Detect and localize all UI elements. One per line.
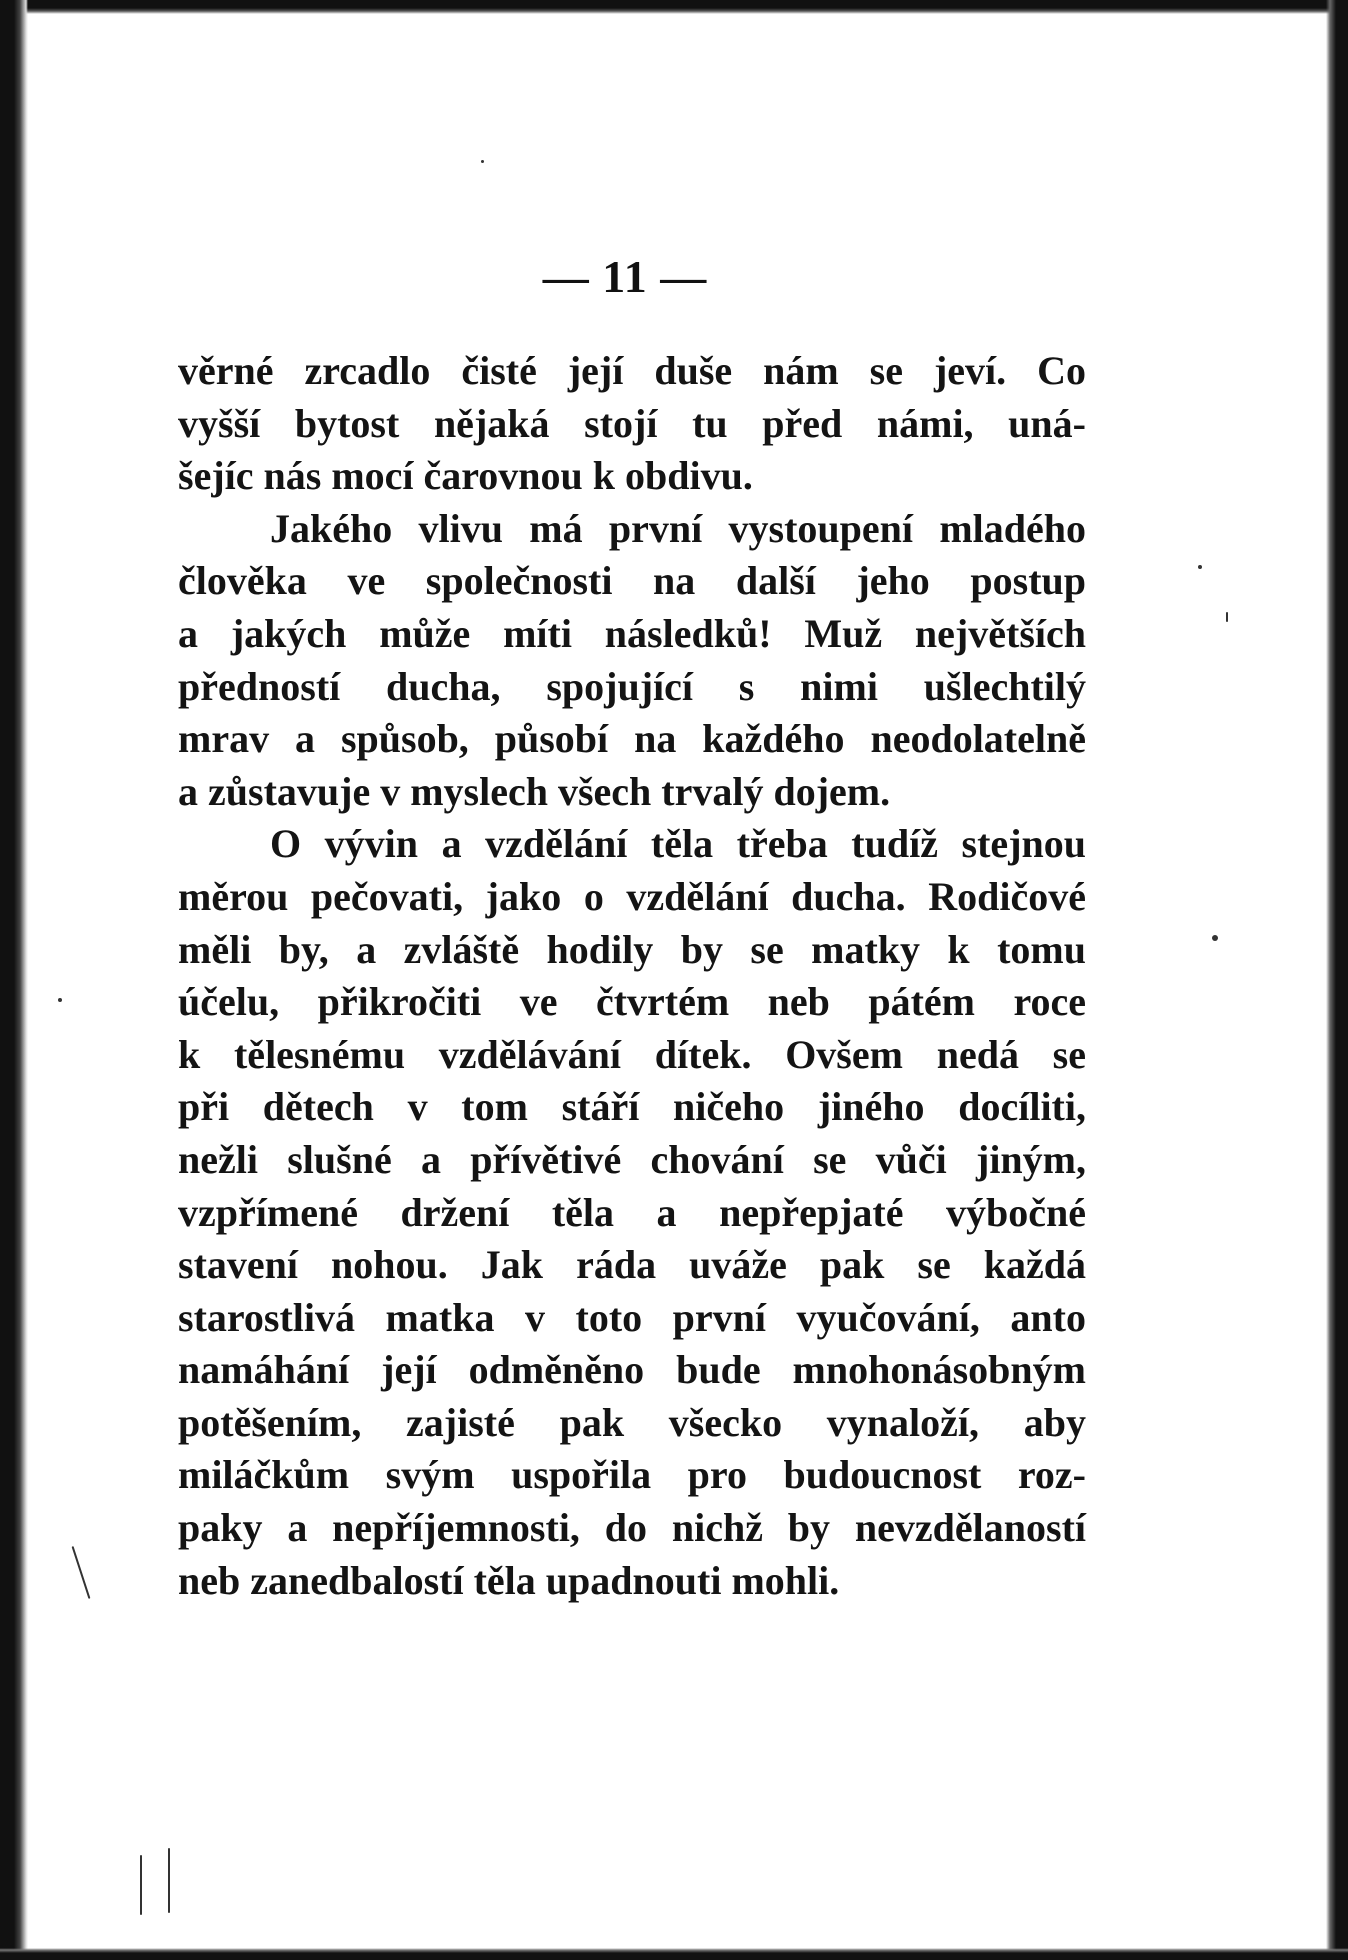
text-line: měrou pečovati, jako o vzdělání ducha. Rodičové xyxy=(178,873,1086,919)
text-line: a jakých může míti následků! Muž největších xyxy=(178,610,1086,656)
scan-edge-right xyxy=(1326,0,1348,1960)
text-line: a zůstavuje v myslech všech trvalý dojem. xyxy=(178,768,891,814)
text-line: šejíc nás mocí čarovnou k obdivu. xyxy=(178,453,753,499)
scan-edge-left xyxy=(0,0,28,1960)
text-line: namáhání její odměněno bude mnohonásobným xyxy=(178,1347,1086,1393)
body-text xyxy=(178,345,1086,1607)
text-line: paky a nepříjemnosti, do nichž by nevzdělaností xyxy=(178,1505,1086,1551)
text-line: nežli slušné a přívětivé chování se vůči jiným, xyxy=(178,1136,1086,1182)
scan-speck xyxy=(140,1855,142,1915)
text-line: měli by, a zvláště hodily by se matky k tomu xyxy=(178,926,1086,972)
scan-speck xyxy=(1198,565,1202,569)
text-line: člověka ve společnosti na další jeho postup xyxy=(178,558,1086,604)
text-line: k tělesnému vzdělávání dítek. Ovšem nedá se xyxy=(178,1031,1086,1077)
scan-speck xyxy=(58,998,62,1002)
text-line: předností ducha, spojující s nimi ušlechtilý xyxy=(178,663,1086,709)
scan-speck xyxy=(72,1546,91,1599)
text-line: účelu, přikročiti ve čtvrtém neb pátém roce xyxy=(178,979,1086,1025)
text-line: O vývin a vzdělání těla třeba tudíž stejnou xyxy=(270,821,1086,867)
text-line: neb zanedbalostí těla upadnouti mohli. xyxy=(178,1557,840,1603)
scan-edge-bottom xyxy=(0,1948,1348,1960)
scan-edge-top xyxy=(0,0,1348,14)
page-number: — 11 — xyxy=(542,251,708,302)
scan-speck xyxy=(1226,612,1228,622)
scan-speck xyxy=(168,1848,170,1913)
text-line: při dětech v tom stáří ničeho jiného docíliti, xyxy=(178,1084,1086,1130)
text-line: věrné zrcadlo čisté její duše nám se jeví. Co xyxy=(178,348,1086,393)
scan-speck xyxy=(1212,935,1218,941)
text-line: miláčkům svým uspořila pro budoucnost roz- xyxy=(178,1452,1086,1498)
text-line: vyšší bytost nějaká stojí tu před námi, uná- xyxy=(178,400,1086,446)
text-line: starostlivá matka v toto první vyučování, anto xyxy=(178,1294,1086,1340)
text-line: potěšením, zajisté pak všecko vynaloží, aby xyxy=(178,1399,1086,1445)
text-line: Jakého vlivu má první vystoupení mladého xyxy=(270,505,1086,551)
text-line: vzpřímené držení těla a nepřepjaté výbočné xyxy=(178,1189,1086,1235)
scan-speck xyxy=(481,160,484,163)
text-line: stavení nohou. Jak ráda uváže pak se každá xyxy=(178,1242,1086,1288)
text-line: mrav a spůsob, působí na každého neodolatelně xyxy=(178,716,1086,762)
